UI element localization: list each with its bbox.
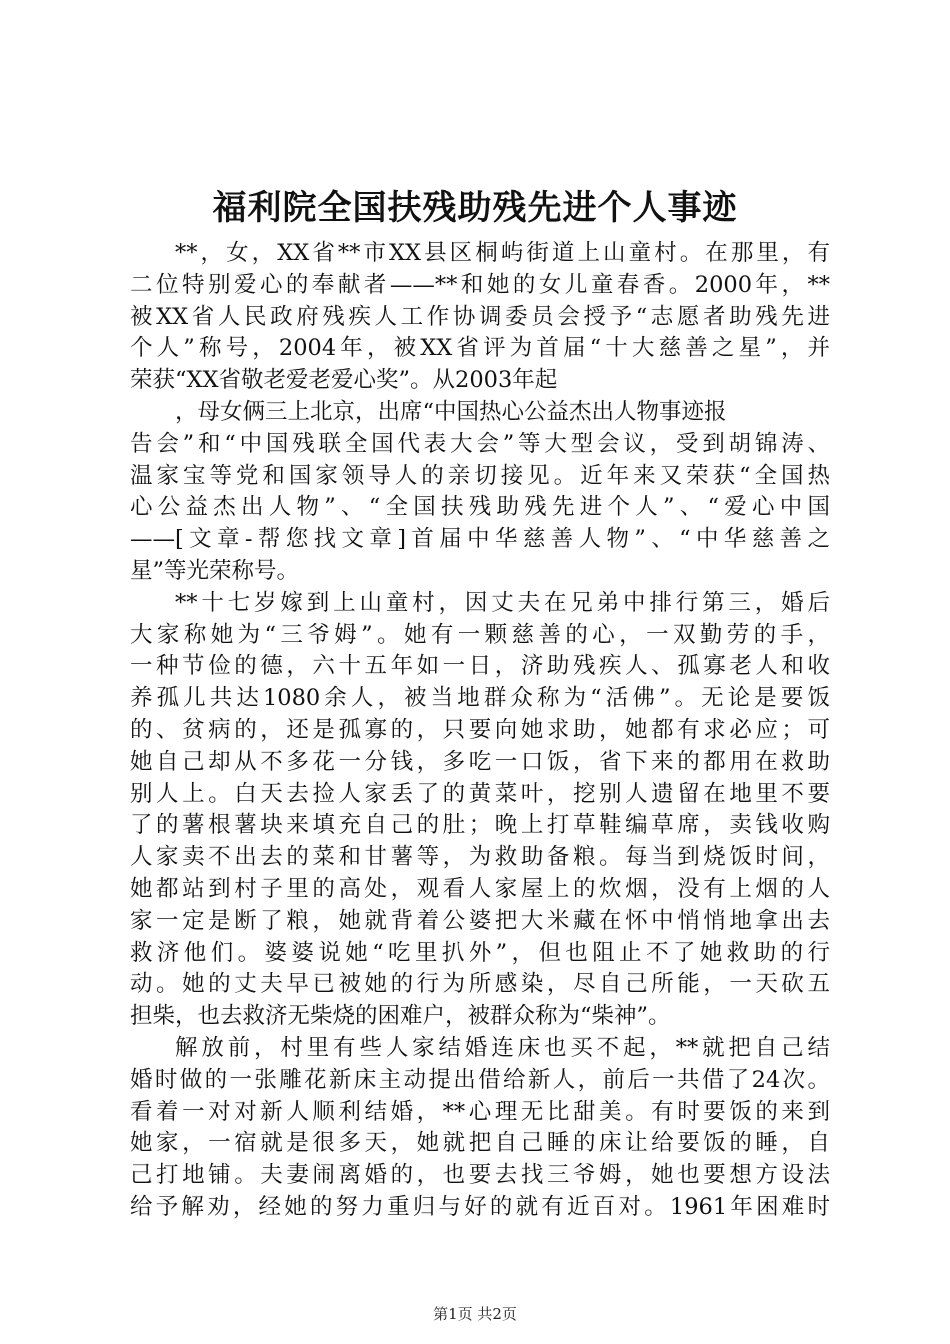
text-line: 一种节俭的德，六十五年如一日，济助残疾人、孤寡老人和收 [130, 653, 830, 680]
text-line: 给予解劝，经她的努力重归与好的就有近百对。1961年困难时 [130, 1193, 830, 1220]
text-line: ——[文章-帮您找文章]首届中华慈善人物”、“中华慈善之 [130, 526, 830, 553]
text-line: 她都站到村子里的高处，观看人家屋上的炊烟，没有上烟的人 [130, 875, 830, 902]
text-line: 个人”称号，2004年，被XX省评为首届“十大慈善之星”，并 [130, 335, 830, 362]
page-footer: 第1页 共2页 [433, 1305, 517, 1323]
text-line: 她家，一宿就是很多天，她就把自己睡的床让给要饭的睡，自 [130, 1130, 830, 1157]
text-line: **十七岁嫁到上山童村，因丈夫在兄弟中排行第三，婚后 [175, 589, 830, 616]
document-title: 福利院全国扶残助残先进个人事迹 [212, 188, 738, 228]
text-line: 星”等光荣称号。 [130, 557, 300, 584]
text-line: 救济他们。婆婆说她“吃里扒外”，但也阻止不了她救助的行 [130, 939, 830, 966]
text-line: 她自己却从不多花一分钱，多吃一口饭，省下来的都用在救助 [130, 748, 830, 775]
text-line: 心公益杰出人物”、“全国扶残助残先进个人”、“爱心中国 [130, 494, 830, 521]
text-line: 告会”和“中国残联全国代表大会”等大型会议，受到胡锦涛、 [130, 430, 830, 457]
text-line: 被XX省人民政府残疾人工作协调委员会授予“志愿者助残先进 [130, 303, 830, 330]
text-line: 人家卖不出去的菜和甘薯等，为救助备粮。每当到烧饭时间， [130, 844, 830, 871]
text-line: **，女，XX省**市XX县区桐屿街道上山童村。在那里，有 [175, 240, 830, 266]
document-body [130, 238, 830, 1224]
text-line: 担柴，也去救济无柴烧的困难户，被群众称为“柴神”。 [130, 1003, 671, 1030]
text-line: 别人上。白天去捡人家丢了的黄菜叶，挖别人遗留在地里不要 [130, 780, 830, 807]
text-line: 荣获“XX省敬老爱老爱心奖”。从2003年起 [130, 367, 558, 394]
text-line: 解放前，村里有些人家结婚连床也买不起，**就把自己结 [175, 1034, 830, 1061]
text-line: 养孤儿共达1080余人，被当地群众称为“活佛”。无论是要饭 [130, 685, 830, 712]
text-line: 看着一对对新人顺利结婚，**心理无比甜美。有时要饭的来到 [130, 1098, 830, 1125]
text-line: 家一定是断了粮，她就背着公婆把大米藏在怀中悄悄地拿出去 [130, 907, 830, 934]
text-line: 己打地铺。夫妻闹离婚的，也要去找三爷姆，她也要想方设法 [130, 1162, 830, 1189]
text-line: 的、贫病的，还是孤寡的，只要向她求助，她都有求必应；可 [130, 716, 830, 743]
text-line: ，母女俩三上北京，出席“中国热心公益杰出人物事迹报 [175, 398, 727, 425]
text-line: 了的薯根薯块来填充自己的肚；晚上打草鞋编草席，卖钱收购 [130, 812, 830, 839]
text-line: 大家称她为“三爷姆”。她有一颗慈善的心，一双勤劳的手， [130, 621, 830, 648]
text-line: 动。她的丈夫早已被她的行为所感染，尽自己所能，一天砍五 [130, 971, 830, 998]
text-line: 温家宝等党和国家领导人的亲切接见。近年来又荣获“全国热 [130, 462, 830, 489]
text-line: 婚时做的一张雕花新床主动提出借给新人，前后一共借了24次。 [130, 1066, 830, 1093]
text-line: 二位特别爱心的奉献者——**和她的女儿童春香。2000年，** [130, 271, 830, 298]
